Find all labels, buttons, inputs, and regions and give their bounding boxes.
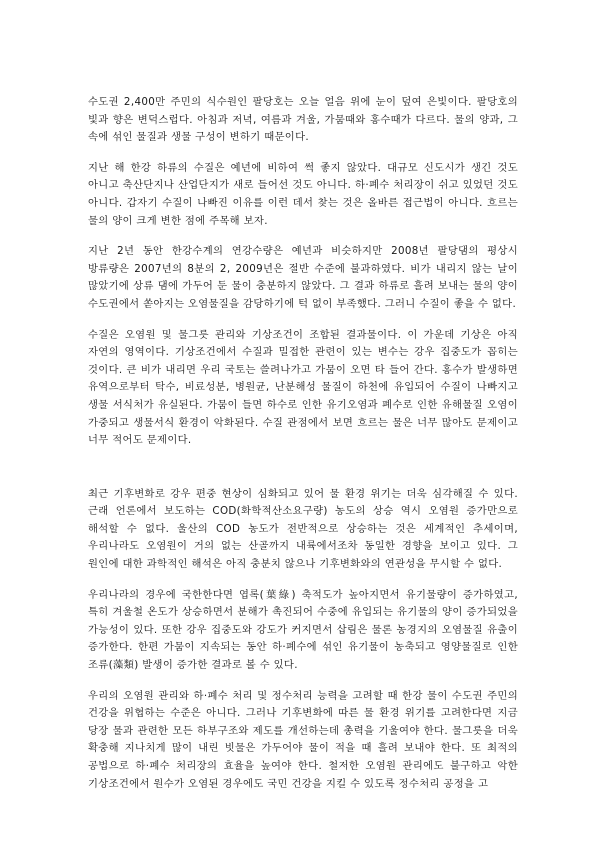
paragraph-6: 우리나라의 경우에 국한한다면 엽록(葉綠) 축적도가 높아지면서 유기물량이 증가하였고, 특히 겨울철 온도가 상승하면서 분해가 촉진되어 수중에 유입되는 유기물의 양이 증가되었을 가능성이 있다. 또한 강우 집중도와 강도가 커지면서 삽림은 물론 농경지의 오염물질 유출이 증가한다. 한편 가뭄이 지속되는 동안 하·폐수에 섞인 유기물이 농축되고 영양물질로 인한 조류(藻類) 발생이 증가한 결과로 볼 수 있다.: [88, 588, 518, 672]
paragraph-4: 수질은 오염원 및 물그릇 관리와 기상조건이 조합된 결과물이다. 이 가운데 기상은 아직 자연의 영역이다. 기상조건에서 수질과 밀접한 관련이 있는 변수는 강우 집중도가 꼽히는 것이다. 큰 비가 내리면 우리 국토는 쓸려나가고 가뭄이 오면 타 들어 간다. 홍수가 발생하면 유역으로부터 탁수, 비료성분, 병원균, 난분해성 물질이 하천에 유입되어 수질이 나빠지고 생물 서식처가 유실된다. 가뭄이 들면 하수로 인한 유기오염과 폐수로 인한 유해물질 오염이 가중되고 생물서식 환경이 악화된다. 수질 관점에서 보면 흐르는 물은 너무 많아도 문제이고 너무 적어도 문제이다.: [88, 328, 518, 447]
paragraph-3: 지난 2년 동안 한강수계의 연강수량은 예년과 비슷하지만 2008년 팔당댐의 평상시 방류량은 2007년의 8분의 2, 2009년은 절반 수준에 불과하였다. 비가 내리지 않는 날이 많았기에 상류 댐에 가두어 둔 물이 충분하지 않았다. 그 결과 하류로 흘려 보내는 물의 양이 수도권에서 쏟아지는 오염물질을 감당하기에 턱 없이 부족했다. 그러니 수질이 좋을 수 없다.: [88, 245, 518, 310]
paragraph-1: 수도권 2,400만 주민의 식수원인 팔당호는 오늘 얼음 위에 눈이 덮여 은빛이다. 팔당호의 빛과 향은 변덕스럽다. 아침과 저녁, 여름과 겨울, 가뭄때와 홍수때가 다르다. 물의 양과, 그 속에 섞인 물질과 생물 구성이 변하기 때문이다.: [88, 96, 518, 144]
paragraph-2: 지난 해 한강 하류의 수질은 예년에 비하여 썩 좋지 않았다. 대규모 신도시가 생긴 것도 아니고 축산단지나 산업단지가 새로 들어선 것도 아니다. 하·폐수 처리장이 쉬고 있었던 것도 아니다. 갑자기 수질이 나빠진 이유를 이런 데서 찾는 것은 올바른 접근법이 아니다. 흐르는 물의 양이 크게 변한 점에 주목해 보자.: [88, 161, 518, 227]
paragraph-7: 우리의 오염원 관리와 하·폐수 처리 및 정수처리 능력을 고려할 때 한강 물이 수도권 주민의 건강을 위협하는 수준은 아니다. 그러나 기후변화에 따른 물 환경 위기를 고려한다면 지금 당장 물과 관련한 모든 하부구조와 제도를 개선하는데 총력을 기울여야 한다. 물그릇을 더욱 확충해 지나치게 많이 내린 빗물은 가두어야 물이 적을 때 흘려 보내야 한다. 또 최적의 공법으로 하·폐수 처리장의 효율을 높여야 한다. 철저한 오염원 관리에도 불구하고 악한 기상조건에서 원수가 오염된 경우에도 국민 건강을 지킬 수 있도록 정수처리 공정을 고: [88, 689, 518, 790]
paragraph-5: 최근 기후변화로 강우 편중 현상이 심화되고 있어 물 환경 위기는 더욱 심각해질 수 있다. 근래 언론에서 보도하는 COD(화학적산소요구량) 농도의 상승 역시 오염원 증가만으로 해석할 수 없다. 울산의 COD 농도가 전반적으로 상승하는 것은 세계적인 추세이며, 우리나라도 오염원이 거의 없는 산골까지 내륙에서조차 동일한 경향을 보이고 있다. 그 원인에 대한 과학적인 해석은 아직 충분치 않으나 기후변화와의 연관성을 무시할 수 없다.: [88, 487, 518, 571]
document-page: [88, 94, 518, 793]
